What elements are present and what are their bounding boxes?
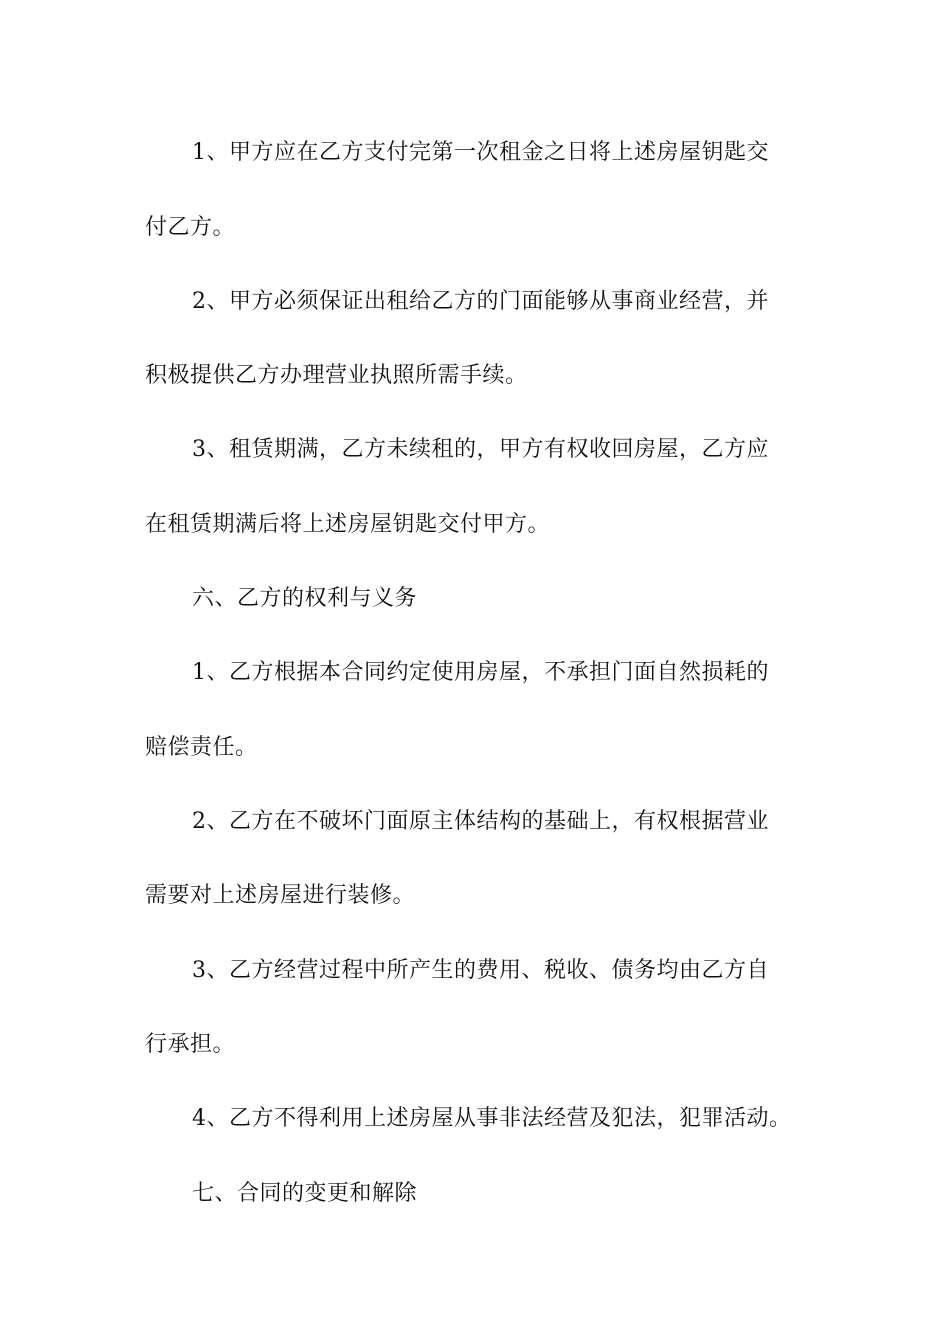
clause-6-1-line-2: 赔偿责任。 (145, 735, 258, 760)
clause-5-3-line-1: 3、租赁期满，乙方未续租的，甲方有权收回房屋，乙方应 (192, 437, 769, 462)
clause-5-2-line-2: 积极提供乙方办理营业执照所需手续。 (145, 363, 528, 388)
clause-6-1-line-1: 1、乙方根据本合同约定使用房屋，不承担门面自然损耗的 (192, 660, 769, 685)
clause-6-3-line-2: 行承担。 (145, 1032, 236, 1057)
clause-6-3-line-1: 3、乙方经营过程中所产生的费用、税收、债务均由乙方自 (192, 958, 769, 983)
section-6-heading: 六、乙方的权利与义务 (192, 586, 418, 611)
clause-6-4-line-1: 4、乙方不得利用上述房屋从事非法经营及犯法，犯罪活动。 (192, 1106, 792, 1131)
clause-5-2-line-1: 2、甲方必须保证出租给乙方的门面能够从事商业经营，并 (192, 289, 769, 314)
clause-5-3-line-2: 在租赁期满后将上述房屋钥匙交付甲方。 (145, 512, 551, 537)
clause-6-2-line-1: 2、乙方在不破坏门面原主体结构的基础上，有权根据营业 (192, 809, 769, 834)
clause-5-1-line-2: 付乙方。 (145, 215, 236, 240)
clause-6-2-line-2: 需要对上述房屋进行装修。 (145, 883, 416, 908)
section-7-heading: 七、合同的变更和解除 (192, 1181, 418, 1206)
clause-5-1-line-1: 1、甲方应在乙方支付完第一次租金之日将上述房屋钥匙交 (192, 140, 769, 165)
